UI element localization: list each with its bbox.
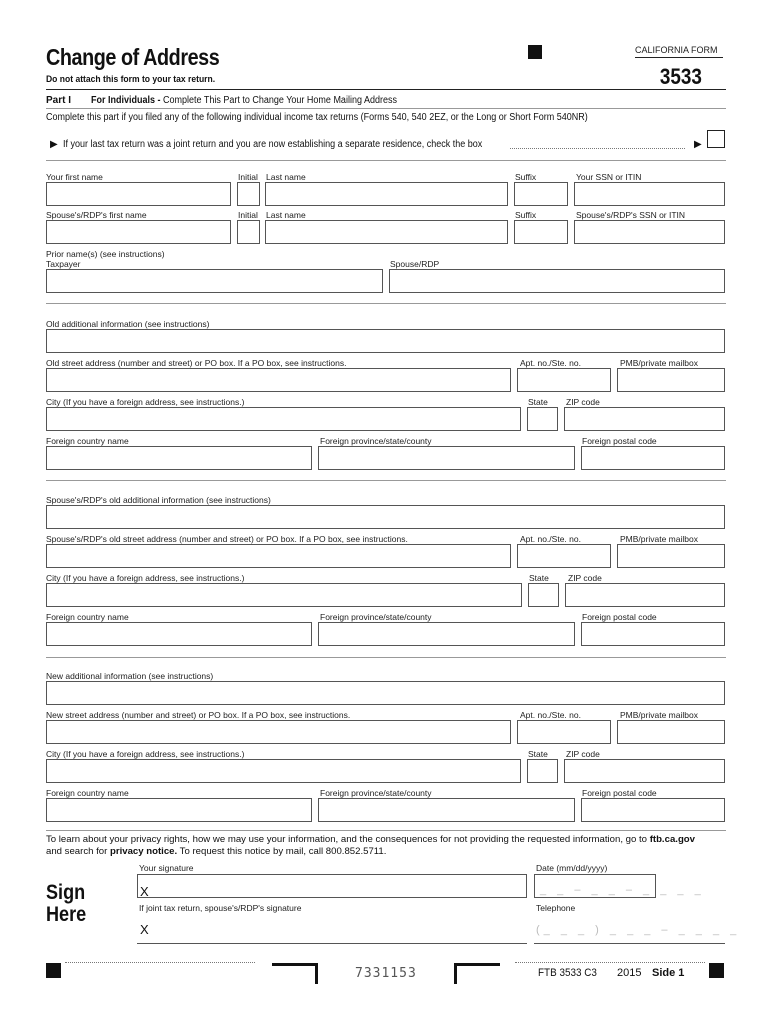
new-country-field[interactable] bbox=[46, 798, 312, 822]
page-title: Change of Address bbox=[46, 44, 220, 70]
old-state-label: State bbox=[528, 397, 548, 407]
new-state-field[interactable] bbox=[527, 759, 558, 783]
form-year: 2015 bbox=[617, 967, 642, 979]
part-label: Part I bbox=[46, 95, 72, 106]
old-city-field[interactable] bbox=[46, 407, 521, 431]
new-city-field[interactable] bbox=[46, 759, 521, 783]
spouse-initial-label: Initial bbox=[238, 210, 258, 220]
new-country-label: Foreign country name bbox=[46, 788, 129, 798]
your-signature-field[interactable] bbox=[137, 874, 527, 898]
new-apt-label: Apt. no./Ste. no. bbox=[520, 710, 581, 720]
first-name-field[interactable] bbox=[46, 182, 231, 206]
arrow-right-icon: ▶ bbox=[50, 139, 58, 150]
privacy-line-2 bbox=[46, 846, 386, 857]
new-pmb-field[interactable] bbox=[617, 720, 725, 744]
new-street-field[interactable] bbox=[46, 720, 511, 744]
signature-x-mark: X bbox=[140, 884, 149, 899]
joint-return-checkbox[interactable] bbox=[707, 130, 725, 148]
spouse-old-pmb-label: PMB/private mailbox bbox=[620, 534, 698, 544]
barcode-bracket-right bbox=[454, 963, 500, 984]
telephone-label: Telephone bbox=[536, 903, 576, 913]
new-zip-label: ZIP code bbox=[566, 749, 600, 759]
part-rule bbox=[46, 108, 726, 109]
old-country-field[interactable] bbox=[46, 446, 312, 470]
spouse-old-country-field[interactable] bbox=[46, 622, 312, 646]
privacy-text-3: To request this notice by mail, call 800.852.5711. bbox=[177, 846, 387, 857]
spouse-first-name-field[interactable] bbox=[46, 220, 231, 244]
barcode-bracket-left bbox=[272, 963, 318, 984]
new-street-label: New street address (number and street) or PO box. If a PO box, see instructions. bbox=[46, 710, 351, 720]
spouse-ssn-label: Spouse's/RDP's SSN or ITIN bbox=[576, 210, 686, 220]
date-placeholder: _ _ – _ _ – _ _ _ _ bbox=[540, 884, 705, 896]
registration-mark bbox=[709, 963, 724, 978]
old-apt-field[interactable] bbox=[517, 368, 611, 392]
privacy-text-1: To learn about your privacy rights, how we may use your information, and the consequences for not providing the requested information, go to bbox=[46, 834, 650, 845]
side-label: Side 1 bbox=[652, 967, 685, 979]
old-state-field[interactable] bbox=[527, 407, 558, 431]
new-apt-field[interactable] bbox=[517, 720, 611, 744]
old-postal-label: Foreign postal code bbox=[582, 436, 657, 446]
spouse-old-postal-field[interactable] bbox=[581, 622, 725, 646]
old-street-field[interactable] bbox=[46, 368, 511, 392]
footer-dotted-rule bbox=[515, 962, 705, 963]
new-additional-label: New additional information (see instructions) bbox=[46, 671, 214, 681]
spouse-old-country-label: Foreign country name bbox=[46, 612, 129, 622]
privacy-notice-link[interactable]: privacy notice. bbox=[110, 846, 178, 857]
registration-mark bbox=[46, 963, 61, 978]
part-heading-bold: For Individuals - bbox=[91, 95, 161, 106]
old-province-label: Foreign province/state/county bbox=[320, 436, 432, 446]
barcode-number: 7331153 bbox=[355, 966, 417, 981]
telephone-placeholder: (_ _ _ ) _ _ _ – _ _ _ _ bbox=[536, 924, 741, 936]
old-zip-field[interactable] bbox=[564, 407, 725, 431]
initial-field[interactable] bbox=[237, 182, 260, 206]
spouse-signature-line[interactable] bbox=[137, 943, 527, 944]
old-street-label: Old street address (number and street) or PO box. If a PO box, see instructions. bbox=[46, 358, 347, 368]
prior-taxpayer-label: Taxpayer bbox=[46, 259, 81, 269]
new-postal-label: Foreign postal code bbox=[582, 788, 657, 798]
spouse-signature-label: If joint tax return, spouse's/RDP's signature bbox=[139, 903, 302, 913]
form-label-rule bbox=[635, 57, 723, 58]
do-not-attach-note: Do not attach this form to your tax return. bbox=[46, 74, 216, 85]
new-pmb-label: PMB/private mailbox bbox=[620, 710, 698, 720]
date-label: Date (mm/dd/yyyy) bbox=[536, 863, 608, 873]
spouse-old-additional-label: Spouse's/RDP's old additional information (see instructions) bbox=[46, 495, 271, 505]
spouse-old-city-field[interactable] bbox=[46, 583, 522, 607]
suffix-field[interactable] bbox=[514, 182, 568, 206]
old-postal-field[interactable] bbox=[581, 446, 725, 470]
spouse-old-state-label: State bbox=[529, 573, 549, 583]
spouse-old-state-field[interactable] bbox=[528, 583, 559, 607]
your-signature-label: Your signature bbox=[139, 863, 194, 873]
arrow-right-icon: ▶ bbox=[694, 139, 702, 150]
section-rule bbox=[46, 657, 726, 658]
registration-mark bbox=[528, 45, 542, 59]
old-additional-label: Old additional information (see instructions) bbox=[46, 319, 210, 329]
footer-dotted-rule bbox=[65, 962, 255, 963]
spouse-old-street-label: Spouse's/RDP's old street address (number and street) or PO box. If a PO box, see instructions. bbox=[46, 534, 408, 544]
old-country-label: Foreign country name bbox=[46, 436, 129, 446]
ssn-label: Your SSN or ITIN bbox=[576, 172, 642, 182]
old-province-field[interactable] bbox=[318, 446, 575, 470]
sign-label: Sign bbox=[46, 881, 86, 904]
new-state-label: State bbox=[528, 749, 548, 759]
spouse-old-additional-field[interactable] bbox=[46, 505, 725, 529]
spouse-signature-x-mark: X bbox=[140, 922, 149, 937]
spouse-old-city-label: City (If you have a foreign address, see instructions.) bbox=[46, 573, 245, 583]
spouse-old-province-field[interactable] bbox=[318, 622, 575, 646]
spouse-old-province-label: Foreign province/state/county bbox=[320, 612, 432, 622]
header-rule bbox=[46, 89, 726, 90]
form-code: FTB 3533 C3 bbox=[538, 967, 597, 979]
prior-spouse-label: Spouse/RDP bbox=[390, 259, 440, 269]
old-additional-field[interactable] bbox=[46, 329, 725, 353]
suffix-label: Suffix bbox=[515, 172, 537, 182]
spouse-suffix-label: Suffix bbox=[515, 210, 537, 220]
prior-names-label: Prior name(s) (see instructions) bbox=[46, 249, 165, 259]
new-additional-field[interactable] bbox=[46, 681, 725, 705]
old-pmb-label: PMB/private mailbox bbox=[620, 358, 698, 368]
privacy-text-2: and search for bbox=[46, 846, 110, 857]
new-city-label: City (If you have a foreign address, see instructions.) bbox=[46, 749, 245, 759]
spouse-last-name-field[interactable] bbox=[265, 220, 508, 244]
new-postal-field[interactable] bbox=[581, 798, 725, 822]
leader-dots bbox=[510, 148, 685, 149]
spouse-last-name-label: Last name bbox=[266, 210, 306, 220]
new-province-field[interactable] bbox=[318, 798, 575, 822]
ftb-link[interactable]: ftb.ca.gov bbox=[649, 834, 695, 845]
spouse-old-apt-field[interactable] bbox=[517, 544, 611, 568]
spouse-old-zip-label: ZIP code bbox=[568, 573, 602, 583]
prior-taxpayer-field[interactable] bbox=[46, 269, 383, 293]
spouse-ssn-field[interactable] bbox=[574, 220, 725, 244]
section-rule bbox=[46, 160, 726, 161]
part-heading bbox=[91, 95, 397, 106]
old-pmb-field[interactable] bbox=[617, 368, 725, 392]
spouse-initial-field[interactable] bbox=[237, 220, 260, 244]
spouse-old-pmb-field[interactable] bbox=[617, 544, 725, 568]
new-province-label: Foreign province/state/county bbox=[320, 788, 432, 798]
old-zip-label: ZIP code bbox=[566, 397, 600, 407]
spouse-old-street-field[interactable] bbox=[46, 544, 511, 568]
spouse-first-name-label: Spouse's/RDP's first name bbox=[46, 210, 147, 220]
old-city-label: City (If you have a foreign address, see instructions.) bbox=[46, 397, 245, 407]
section-rule bbox=[46, 303, 726, 304]
new-zip-field[interactable] bbox=[564, 759, 725, 783]
privacy-line-1 bbox=[46, 834, 695, 845]
spouse-suffix-field[interactable] bbox=[514, 220, 568, 244]
telephone-line[interactable] bbox=[534, 943, 725, 944]
section-rule bbox=[46, 830, 726, 831]
california-form-label: CALIFORNIA FORM bbox=[635, 45, 718, 55]
initial-label: Initial bbox=[238, 172, 258, 182]
spouse-old-postal-label: Foreign postal code bbox=[582, 612, 657, 622]
spouse-old-zip-field[interactable] bbox=[565, 583, 725, 607]
first-name-label: Your first name bbox=[46, 172, 103, 182]
spouse-old-apt-label: Apt. no./Ste. no. bbox=[520, 534, 581, 544]
part-instruction: Complete this part if you filed any of the following individual income tax returns (Forms 540, 540 2EZ, or the Long or Short Form 540NR) bbox=[46, 112, 588, 123]
form-number: 3533 bbox=[659, 64, 702, 89]
old-apt-label: Apt. no./Ste. no. bbox=[520, 358, 581, 368]
part-heading-text: Complete This Part to Change Your Home Mailing Address bbox=[160, 95, 397, 106]
last-name-label: Last name bbox=[266, 172, 306, 182]
ssn-field[interactable] bbox=[574, 182, 725, 206]
here-label: Here bbox=[46, 903, 87, 926]
section-rule bbox=[46, 480, 726, 481]
joint-return-text: If your last tax return was a joint return and you are now establishing a separate residence, check the box bbox=[63, 139, 483, 150]
last-name-field[interactable] bbox=[265, 182, 508, 206]
prior-spouse-field[interactable] bbox=[389, 269, 725, 293]
